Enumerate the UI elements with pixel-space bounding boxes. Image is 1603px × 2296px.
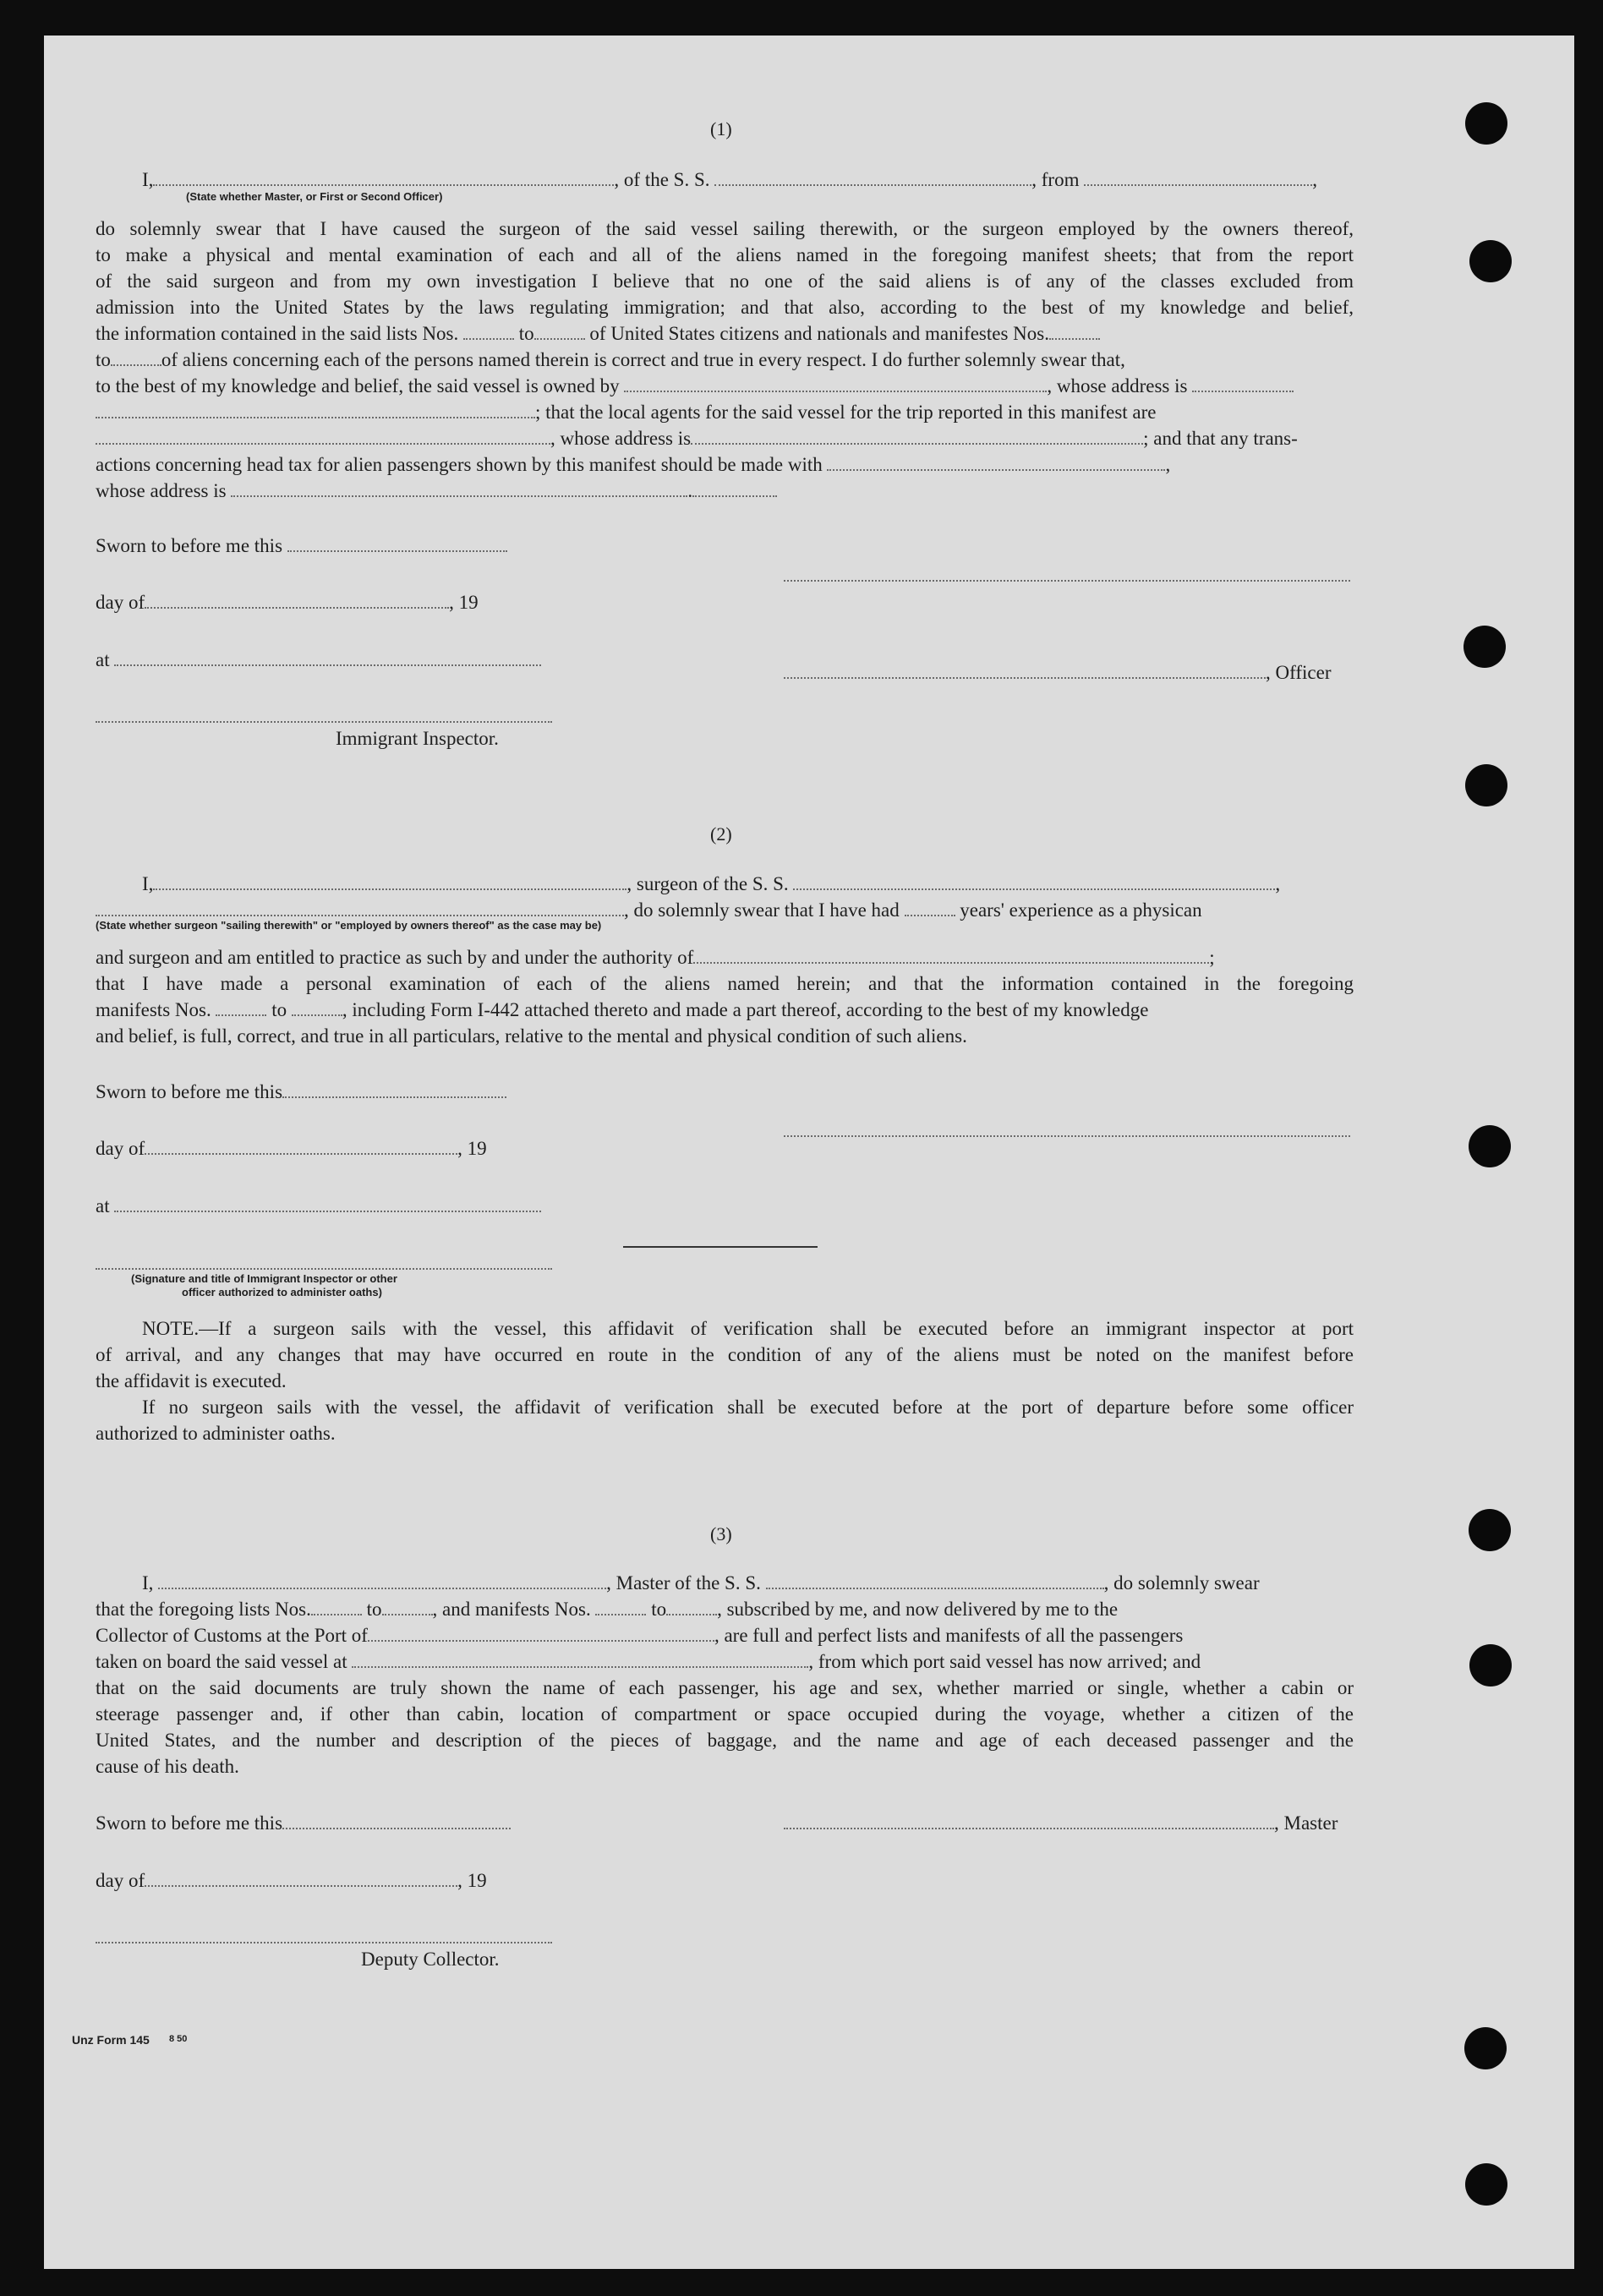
- s3-paragraph-line: steerage passenger and, if other than cabin, location of compartment or space occupied during the voyage, whether a citizen of the: [96, 1703, 1354, 1725]
- form-code: 8 50: [169, 2034, 188, 2044]
- s3-paragraph-line: that on the said documents are truly shown the name of each passenger, his age and sex, whether married or single, whether a cabin or: [96, 1677, 1354, 1698]
- s1-paragraph-line: of the said surgeon and from my own investigation I believe that no one of the said aliens is of any of the classes excluded from: [96, 271, 1354, 292]
- s1-line-1: I, , of the S. S. , from ,: [142, 169, 1317, 190]
- s1-line-12: whose address is .: [96, 478, 1354, 504]
- s3-day-of-line: day of , 19: [96, 1870, 487, 1891]
- s3-line-2: that the foregoing lists Nos. to , and manifests Nos. to , subscribed by me, and now delivered by me to the: [96, 1599, 1119, 1620]
- years-experience-field[interactable]: [905, 899, 955, 916]
- authority-field[interactable]: [693, 947, 1209, 964]
- s2-line-1: I, , surgeon of the S. S. ,: [142, 873, 1281, 894]
- head-tax-contact-field[interactable]: [827, 454, 1165, 471]
- s2-manifest-to-field[interactable]: [292, 999, 342, 1016]
- section-1-heading: (1): [710, 118, 732, 139]
- from-port-field[interactable]: [1084, 169, 1312, 186]
- section-3-heading: (3): [710, 1523, 732, 1544]
- s2-manifest-from-field[interactable]: [216, 999, 266, 1016]
- inspector-signature-line[interactable]: [96, 721, 552, 723]
- binder-hole: [1464, 2027, 1507, 2069]
- s2-caption2-a: (Signature and title of Immigrant Inspector or other: [131, 1272, 397, 1285]
- s1-line-7: to of aliens concerning each of the persons named therein is correct and true in every respect. I do further solemnly swear that,: [96, 349, 1125, 370]
- binder-hole: [1469, 1644, 1512, 1686]
- s3-day-of-field[interactable]: [145, 1870, 457, 1887]
- citizen-list-from-field[interactable]: [463, 323, 514, 340]
- s2-caption: (State whether surgeon "sailing therewith" or "employed by owners thereof" as the case may be): [96, 919, 602, 932]
- s2-day-of-line: day of , 19: [96, 1138, 487, 1159]
- s2-vessel-field[interactable]: [793, 873, 1275, 890]
- s3-manifests-from-field[interactable]: [595, 1599, 646, 1615]
- note-line: of arrival, and any changes that may have occurred en route in the condition of any of the aliens must be noted on the manifest before: [96, 1344, 1354, 1365]
- s1-line-10: , whose address is ; and that any trans-: [96, 425, 1354, 451]
- note2-line: If no surgeon sails with the vessel, the affidavit of verification shall be executed before at the port of departure before some officer: [142, 1397, 1354, 1418]
- binder-hole: [1469, 1509, 1511, 1551]
- s1-at-field[interactable]: [114, 649, 541, 666]
- s1-sworn-line: Sworn to before me this: [96, 533, 507, 559]
- s3-sworn-line: Sworn to before me this: [96, 1810, 511, 1836]
- s2-line-4: that I have made a personal examination of each of the aliens named herein; and that the information contained in the foregoing: [96, 973, 1354, 994]
- s3-line-1: I, , Master of the S. S. , do solemnly swear: [142, 1572, 1260, 1594]
- s3-sworn-date-field[interactable]: [282, 1812, 511, 1829]
- binder-hole: [1469, 240, 1512, 282]
- binder-hole: [1465, 764, 1507, 806]
- note2-line: authorized to administer oaths.: [96, 1423, 336, 1444]
- s2-sworn-line: Sworn to before me this: [96, 1079, 506, 1105]
- deputy-collector-label: Deputy Collector.: [361, 1949, 500, 1970]
- local-agents-field[interactable]: [96, 428, 550, 445]
- manifest-from-field[interactable]: [1049, 323, 1100, 340]
- s1-paragraph-line: do solemnly swear that I have caused the surgeon of the said vessel sailing therewith, or the surgeon employed by the owners thereof,: [96, 218, 1354, 239]
- s3-line-4: taken on board the said vessel at , from which port said vessel has now arrived; and: [96, 1651, 1201, 1672]
- s3-vessel-field[interactable]: [766, 1572, 1104, 1589]
- s3-manifests-to-field[interactable]: [666, 1599, 717, 1615]
- s3-paragraph-line: United States, and the number and description of the pieces of baggage, and the name and age of each deceased passenger and the: [96, 1730, 1354, 1751]
- owner-address-cont-field[interactable]: [96, 402, 535, 418]
- s1-caption: (State whether Master, or First or Second Officer): [186, 190, 443, 203]
- surgeon-status-field[interactable]: [96, 899, 624, 916]
- master-name-field[interactable]: [158, 1572, 606, 1589]
- citizen-list-to-field[interactable]: [534, 323, 585, 340]
- s3-lists-to-field[interactable]: [382, 1599, 433, 1615]
- note-line: NOTE.—If a surgeon sails with the vessel, this affidavit of verification shall be executed before an immigrant inspector at port: [142, 1318, 1354, 1339]
- boarding-port-field[interactable]: [352, 1651, 808, 1668]
- deputy-signature-line[interactable]: [96, 1942, 552, 1943]
- s2-line-6: and belief, is full, correct, and true in all particulars, relative to the mental and physical condition of such aliens.: [96, 1025, 967, 1047]
- s1-sworn-date-field[interactable]: [287, 535, 507, 552]
- binder-hole: [1465, 102, 1507, 145]
- s2-line-3: and surgeon and am entitled to practice as such by and under the authority of ;: [96, 947, 1215, 968]
- s1-paragraph-line: admission into the United States by the laws regulating immigration; and that also, according to the best of my knowledge and belief,: [96, 297, 1354, 318]
- officer-signature-line-1[interactable]: [784, 580, 1350, 582]
- owner-address-field[interactable]: [1192, 375, 1294, 392]
- vessel-owner-field[interactable]: [624, 375, 1047, 392]
- s3-master-line: , Master: [784, 1810, 1338, 1836]
- s1-officer-line: , Officer: [784, 659, 1331, 686]
- officer-name-field[interactable]: [153, 169, 614, 186]
- customs-port-field[interactable]: [368, 1625, 714, 1642]
- form-number: Unz Form 145: [72, 2033, 150, 2047]
- s2-inspector-signature-line[interactable]: [96, 1268, 552, 1270]
- s1-at-line: at: [96, 647, 541, 673]
- officer-signature-field[interactable]: [784, 662, 1266, 679]
- s3-paragraph-last: cause of his death.: [96, 1756, 239, 1777]
- s1-line-8: to the best of my knowledge and belief, the said vessel is owned by , whose address is: [96, 373, 1354, 399]
- vessel-name-field[interactable]: [714, 169, 1031, 186]
- s2-caption2-b: officer authorized to administer oaths): [182, 1286, 382, 1298]
- surgeon-name-field[interactable]: [153, 873, 626, 890]
- s2-line-5: manifests Nos. to , including Form I-442 attached thereto and made a part thereof, according to the best of my knowledge: [96, 999, 1149, 1020]
- s1-day-of-line: day of , 19: [96, 592, 479, 613]
- s3-lists-from-field[interactable]: [311, 1599, 362, 1615]
- s2-at-field[interactable]: [114, 1195, 541, 1212]
- master-signature-field[interactable]: [784, 1812, 1274, 1829]
- divider: [623, 1246, 818, 1248]
- s3-line-3: Collector of Customs at the Port of , are full and perfect lists and manifests of all the passengers: [96, 1625, 1184, 1646]
- note-line: the affidavit is executed.: [96, 1370, 287, 1391]
- agents-address-field[interactable]: [691, 428, 1143, 445]
- s1-paragraph-line: to make a physical and mental examination of each and all of the aliens named in the foregoing manifest sheets; that from the report: [96, 244, 1354, 265]
- immigrant-inspector-label: Immigrant Inspector.: [336, 728, 499, 749]
- head-tax-address-field[interactable]: [231, 480, 687, 497]
- s1-line-11: actions concerning head tax for alien passengers shown by this manifest should be made with ,: [96, 454, 1171, 475]
- surgeon-signature-line[interactable]: [784, 1135, 1350, 1137]
- manifest-to-field[interactable]: [111, 349, 161, 366]
- s2-day-of-field[interactable]: [145, 1138, 457, 1155]
- s1-day-of-field[interactable]: [145, 592, 449, 609]
- s1-line-9: ; that the local agents for the said vessel for the trip reported in this manifest are: [96, 399, 1354, 425]
- binder-hole: [1463, 626, 1506, 668]
- s2-line-2: , do solemnly swear that I have had years' experience as a physican: [96, 897, 1354, 923]
- head-tax-address-cont-field[interactable]: [692, 480, 777, 497]
- binder-hole: [1465, 2163, 1507, 2206]
- s2-at-line: at: [96, 1193, 541, 1219]
- section-2-heading: (2): [710, 823, 732, 845]
- s1-line-6: the information contained in the said lists Nos. to of United States citizens and nationals and manifestes Nos.: [96, 320, 1354, 347]
- binder-hole: [1469, 1125, 1511, 1167]
- s2-sworn-date-field[interactable]: [282, 1081, 506, 1098]
